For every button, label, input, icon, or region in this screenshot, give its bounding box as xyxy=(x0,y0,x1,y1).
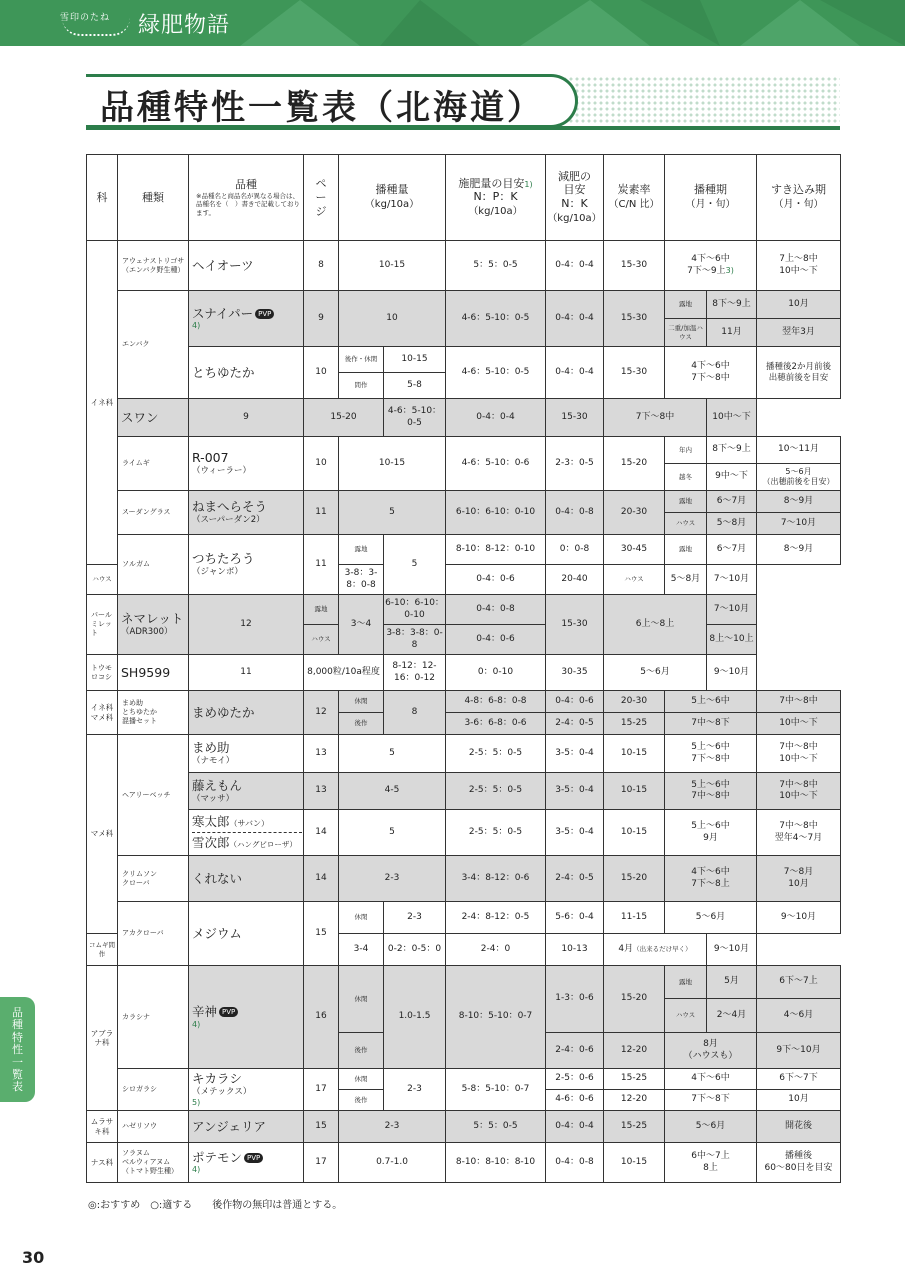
incorp-cell: 10中～下 xyxy=(707,399,757,437)
page-cell: 9 xyxy=(189,399,304,437)
variety-cell: ポテモン PVP 4) xyxy=(189,1143,304,1183)
sow-cell: 5～8月 xyxy=(707,513,757,535)
species-cell: ライムギ xyxy=(118,437,189,491)
condition-cell: ハウス xyxy=(665,999,707,1033)
fert-cell: 4-6：5-10：0-6 xyxy=(446,437,546,491)
brand-logo: 雪印のたね xyxy=(60,13,111,23)
col-seeding-rate: 播種量 （kg/10a） xyxy=(339,155,446,241)
sow-cell: 4下～6中 7下～8上 xyxy=(665,856,757,902)
reduce-cell: 5-6：0-4 xyxy=(546,902,604,934)
condition-cell: コムギ間作 xyxy=(87,934,118,966)
cn-cell: 11-15 xyxy=(604,902,665,934)
col-species: 種類 xyxy=(118,155,189,241)
table-row xyxy=(87,902,841,934)
fert-cell: 8-12：12-16：0-12 xyxy=(384,655,446,691)
incorp-cell: 9下～10月 xyxy=(757,1033,841,1069)
page-title: 品種特性一覧表（北海道） xyxy=(100,88,544,128)
fert-cell: 6-10：6-10：0-10 xyxy=(384,595,446,625)
variety-cell: ヘイオーツ xyxy=(189,241,304,291)
reduce-cell: 2-4：0-5 xyxy=(546,856,604,902)
incorp-cell: 10月 xyxy=(757,1090,841,1111)
species-cell: トウモロコシ xyxy=(87,655,118,691)
header-pattern xyxy=(0,0,905,46)
species-cell: アウェナストリゴサ（エンバク野生種） xyxy=(118,241,189,291)
pvp-badge: PVP xyxy=(255,309,274,319)
condition-cell: ハウス xyxy=(665,513,707,535)
incorp-cell: 10月 xyxy=(757,291,841,319)
side-index-tab[interactable] xyxy=(0,997,35,1102)
page-cell: 15 xyxy=(304,1111,339,1143)
cn-cell: 10-15 xyxy=(604,810,665,856)
table-row xyxy=(87,437,841,464)
sow-cell: 6上～8上 xyxy=(604,595,707,655)
reduce-cell: 0-4：0-6 xyxy=(446,565,546,595)
fert-cell: 5：5：0-5 xyxy=(446,1111,546,1143)
reduce-cell: 2-3：0-5 xyxy=(546,437,604,491)
reduce-cell: 1-3：0-6 xyxy=(546,966,604,1033)
page-cell: 13 xyxy=(304,773,339,810)
variety-cell: ネマレット （ADR300） xyxy=(118,595,189,655)
reduce-cell: 0-4：0-4 xyxy=(546,1111,604,1143)
rate-cell: 4-5 xyxy=(339,773,446,810)
variety-cell: 寒太郎（サバン） 雪次郎（ハングビローザ） xyxy=(189,810,304,856)
incorp-cell: 7～10月 xyxy=(757,513,841,535)
family-cell: イネ科 xyxy=(87,241,118,565)
incorp-cell: 4～6月 xyxy=(757,999,841,1033)
species-cell: スーダングラス xyxy=(118,491,189,535)
table-row xyxy=(87,347,841,373)
page-cell: 11 xyxy=(304,491,339,535)
rate-cell: 2-3 xyxy=(384,902,446,934)
family-cell: ムラサキ科 xyxy=(87,1111,118,1143)
sow-cell: 5上～6中 9月 xyxy=(665,810,757,856)
reduce-cell: 0：0-8 xyxy=(546,535,604,565)
cn-cell: 12-20 xyxy=(604,1033,665,1069)
variety-table xyxy=(86,154,841,1183)
reduce-cell: 3-5：0-4 xyxy=(546,735,604,773)
fert-cell: 2-5：5：0-5 xyxy=(446,735,546,773)
table-row xyxy=(87,810,841,856)
sow-cell: 5月 xyxy=(707,966,757,999)
cn-cell: 15-30 xyxy=(604,347,665,399)
col-fertilizer: 施肥量の目安1) N：P：K （kg/10a） xyxy=(446,155,546,241)
variety-cell: キカラシ （メテックス） 5) xyxy=(189,1069,304,1111)
fert-cell: 2-5：5：0-5 xyxy=(446,810,546,856)
reduce-cell: 2-4：0 xyxy=(446,934,546,966)
incorp-cell: 6下～7下 xyxy=(757,1069,841,1090)
table-row xyxy=(87,735,841,773)
pvp-badge: PVP xyxy=(219,1007,238,1017)
rate-cell: 2-3 xyxy=(339,1111,446,1143)
species-cell: シロガラシ xyxy=(118,1069,189,1111)
incorp-cell: 9～10月 xyxy=(707,934,757,966)
table-row xyxy=(87,1111,841,1143)
incorp-cell: 9～10月 xyxy=(707,655,757,691)
col-sowing: 播種期 （月・旬） xyxy=(665,155,757,241)
condition-cell: 二重/加温ハウス xyxy=(665,319,707,347)
variety-cell: アンジェリア xyxy=(189,1111,304,1143)
cn-cell: 15-30 xyxy=(546,595,604,655)
incorp-cell: 開花後 xyxy=(757,1111,841,1143)
reduce-cell: 0-4：0-4 xyxy=(546,241,604,291)
table-row xyxy=(87,966,841,999)
species-cell: クリムソン クローバ xyxy=(118,856,189,902)
side-tab-label: 品種特性一覧表 xyxy=(12,1006,23,1094)
condition-cell: 露地 xyxy=(304,595,339,625)
reduce-cell: 0-4：0-8 xyxy=(446,595,546,625)
sow-cell: 8月 （ハウスも） xyxy=(665,1033,757,1069)
page-cell: 12 xyxy=(304,691,339,735)
page-cell: 12 xyxy=(189,595,304,655)
cn-cell: 20-30 xyxy=(604,491,665,535)
cn-cell: 15-25 xyxy=(604,713,665,735)
page-cell: 10 xyxy=(304,347,339,399)
sow-cell: 5～6月 xyxy=(665,902,757,934)
incorp-cell: 8～9月 xyxy=(757,535,841,565)
condition-cell: 休閑 xyxy=(339,966,384,1033)
fert-cell: 2-4：8-12：0-5 xyxy=(446,902,546,934)
variety-cell: メジウム xyxy=(189,902,304,966)
reduce-cell: 0-4：0-4 xyxy=(446,399,546,437)
incorp-cell: 9～10月 xyxy=(757,902,841,934)
rate-cell: 0.7-1.0 xyxy=(339,1143,446,1183)
rate-cell: 10-15 xyxy=(339,437,446,491)
cn-cell: 12-20 xyxy=(604,1090,665,1111)
fert-cell: 5-8：5-10：0-7 xyxy=(446,1069,546,1111)
table-row xyxy=(87,241,841,291)
family-cell: アブラナ科 xyxy=(87,966,118,1111)
page-cell: 16 xyxy=(304,966,339,1069)
fert-cell: 6-10：6-10：0-10 xyxy=(446,491,546,535)
rate-cell: 10-15 xyxy=(339,241,446,291)
fert-cell: 5：5：0-5 xyxy=(446,241,546,291)
incorp-cell: 10中～下 xyxy=(757,713,841,735)
condition-cell: 露地 xyxy=(339,535,384,565)
variety-cell: まめゆたか xyxy=(189,691,304,735)
reduce-cell: 0-4：0-8 xyxy=(546,1143,604,1183)
page-cell: 17 xyxy=(304,1069,339,1111)
col-page: ページ xyxy=(304,155,339,241)
sow-cell: 8下～9上 xyxy=(707,437,757,464)
rate-cell: 10 xyxy=(339,291,446,347)
variety-cell: まめ助 （ナモイ） xyxy=(189,735,304,773)
fert-cell: 3-8：3-8：0-8 xyxy=(384,625,446,655)
condition-cell: ハウス xyxy=(304,625,339,655)
rate-cell: 15-20 xyxy=(304,399,384,437)
rate-cell: 5 xyxy=(339,810,446,856)
sow-cell: 9中～下 xyxy=(707,464,757,491)
col-cn-ratio: 炭素率 （C/N 比） xyxy=(604,155,665,241)
rate-cell: 3～4 xyxy=(339,595,384,655)
incorp-cell: 7上～8中 10中～下 xyxy=(757,241,841,291)
reduce-cell: 0-4：0-8 xyxy=(546,491,604,535)
sow-cell: 5上～6中 xyxy=(665,691,757,713)
species-cell: エンバク xyxy=(118,291,189,399)
condition-cell: 後作 xyxy=(339,713,384,735)
pvp-badge: PVP xyxy=(244,1153,263,1163)
variety-cell: くれない xyxy=(189,856,304,902)
cn-cell: 10-15 xyxy=(604,735,665,773)
table-row xyxy=(87,1069,841,1090)
col-incorporation: すき込み期 （月・旬） xyxy=(757,155,841,241)
sow-cell: 5上～6中 7下～8中 xyxy=(665,735,757,773)
page-cell: 8 xyxy=(304,241,339,291)
species-cell: まめ助 とちゆたか 混播セット xyxy=(118,691,189,735)
page-cell: 10 xyxy=(304,437,339,491)
condition-cell: ハウス xyxy=(604,565,665,595)
cn-cell: 15-25 xyxy=(604,1069,665,1090)
species-cell: ソルガム xyxy=(118,535,189,595)
incorp-cell: 7中～8中 翌年4～7月 xyxy=(757,810,841,856)
page-cell: 9 xyxy=(304,291,339,347)
incorp-cell: 翌年3月 xyxy=(757,319,841,347)
fert-cell: 4-6：5-10：0-5 xyxy=(384,399,446,437)
incorp-cell: 10～11月 xyxy=(757,437,841,464)
cn-cell: 15-20 xyxy=(604,966,665,1033)
sow-cell: 11月 xyxy=(707,319,757,347)
condition-cell: 露地 xyxy=(665,491,707,513)
table-row xyxy=(87,535,841,565)
rate-cell: 8,000粒/10a程度 xyxy=(304,655,384,691)
variety-cell: つちたろう （ジャンボ） xyxy=(189,535,304,595)
reduce-cell: 0-4：0-4 xyxy=(546,291,604,347)
table-row xyxy=(87,856,841,902)
condition-cell: 間作 xyxy=(339,373,384,399)
species-cell: アカクローバ xyxy=(118,902,189,966)
cn-cell: 20-40 xyxy=(546,565,604,595)
page-number: 30 xyxy=(22,1248,45,1267)
cn-cell: 15-30 xyxy=(546,399,604,437)
variety-cell: スナイパー PVP 4) xyxy=(189,291,304,347)
rate-cell: 2-3 xyxy=(384,1069,446,1111)
table-row xyxy=(87,655,841,691)
table-row xyxy=(87,291,841,319)
cn-cell: 15-30 xyxy=(604,291,665,347)
fert-cell: 4-6：5-10：0-5 xyxy=(446,291,546,347)
incorp-cell: 7中～8中 10中～下 xyxy=(757,773,841,810)
reduce-cell: 2-5：0-6 xyxy=(546,1069,604,1090)
sow-cell: 5上～6中 7中～8中 xyxy=(665,773,757,810)
incorp-cell: 8上～10上 xyxy=(707,625,757,655)
sow-cell: 4下～6中 7下～9上3) xyxy=(665,241,757,291)
reduce-cell: 2-4：0-5 xyxy=(546,713,604,735)
table-row xyxy=(87,399,841,437)
page-cell: 14 xyxy=(304,810,339,856)
header-band xyxy=(0,0,905,46)
incorp-cell: 7～8月 10月 xyxy=(757,856,841,902)
condition-cell: 露地 xyxy=(665,291,707,319)
col-variety: 品種 ※品種名と商品名が異なる場合は、品種名を（ ）書きで記載しております。 xyxy=(189,155,304,241)
rate-cell: 10-15 xyxy=(384,347,446,373)
rate-cell: 5-8 xyxy=(384,373,446,399)
reduce-cell: 4-6：0-6 xyxy=(546,1090,604,1111)
rate-cell: 2-3 xyxy=(339,856,446,902)
rate-cell: 5 xyxy=(339,735,446,773)
rate-cell: 5 xyxy=(384,535,446,595)
incorp-cell: 7中～8中 xyxy=(757,691,841,713)
fert-cell: 3-6：6-8：0-6 xyxy=(446,713,546,735)
condition-cell: 年内 xyxy=(665,437,707,464)
cn-cell: 10-15 xyxy=(604,773,665,810)
variety-cell: 辛神 PVP 4) xyxy=(189,966,304,1069)
fert-cell: 0-2：0-5：0 xyxy=(384,934,446,966)
sow-cell: 5～6月 xyxy=(604,655,707,691)
sow-cell: 7下～8中 xyxy=(604,399,707,437)
page-cell: 14 xyxy=(304,856,339,902)
cn-cell: 15-20 xyxy=(604,437,665,491)
sow-cell: 6中～7上 8上 xyxy=(665,1143,757,1183)
rate-cell: 8 xyxy=(384,691,446,735)
fert-cell: 2-5：5：0-5 xyxy=(446,773,546,810)
variety-cell: スワン xyxy=(118,399,189,437)
page-cell: 17 xyxy=(304,1143,339,1183)
reduce-cell: 0-4：0-4 xyxy=(546,347,604,399)
title-block xyxy=(86,74,840,130)
sow-cell: 7中～8下 xyxy=(665,713,757,735)
family-cell: ナス科 xyxy=(87,1143,118,1183)
fert-cell: 8-10：8-12：0-10 xyxy=(446,535,546,565)
condition-cell: 露地 xyxy=(665,966,707,999)
cn-cell: 30-35 xyxy=(546,655,604,691)
rate-cell: 3-4 xyxy=(339,934,384,966)
page-cell: 13 xyxy=(304,735,339,773)
species-cell: ソラヌム ベルウィアヌム （トマト野生種） xyxy=(118,1143,189,1183)
table-header-row xyxy=(87,155,841,241)
species-cell: パールミレット xyxy=(87,595,118,655)
cn-cell: 15-30 xyxy=(604,241,665,291)
table-row xyxy=(87,1143,841,1183)
variety-cell: R-007 （ウィーラー） xyxy=(189,437,304,491)
sow-cell: 5～8月 xyxy=(665,565,707,595)
fert-cell: 4-8：6-8：0-8 xyxy=(446,691,546,713)
rate-cell: 5 xyxy=(339,491,446,535)
condition-cell: 越冬 xyxy=(665,464,707,491)
variety-cell: とちゆたか xyxy=(189,347,304,399)
incorp-cell: 8～9月 xyxy=(757,491,841,513)
sow-cell: 2～4月 xyxy=(707,999,757,1033)
cn-cell: 15-25 xyxy=(604,1111,665,1143)
cn-cell: 30-45 xyxy=(604,535,665,565)
reduce-cell: 3-5：0-4 xyxy=(546,810,604,856)
page-cell: 15 xyxy=(304,902,339,966)
table-row xyxy=(87,773,841,810)
cn-cell: 10-13 xyxy=(546,934,604,966)
fert-cell: 8-10：8-10：8-10 xyxy=(446,1143,546,1183)
variety-cell: SH9599 xyxy=(118,655,189,691)
condition-cell: 休閑 xyxy=(339,1069,384,1090)
sow-cell: 6～7月 xyxy=(707,535,757,565)
family-cell: マメ科 xyxy=(87,735,118,934)
sow-cell: 8下～9上 xyxy=(707,291,757,319)
footnote: ◎:おすすめ ○:適する 後作物の無印は普通とする。 xyxy=(88,1200,343,1211)
condition-cell: 休閑 xyxy=(339,691,384,713)
incorp-cell: 7～10月 xyxy=(707,595,757,625)
reduce-cell: 3-5：0-4 xyxy=(546,773,604,810)
condition-cell: 後作 xyxy=(339,1033,384,1069)
table-row xyxy=(87,491,841,513)
species-cell: ハゼリソウ xyxy=(118,1111,189,1143)
table-row xyxy=(87,595,841,625)
page-cell: 11 xyxy=(189,655,304,691)
sow-cell: 4下～6中 7下～8中 xyxy=(665,347,757,399)
variety-cell: 藤えもん （マッサ） xyxy=(189,773,304,810)
fert-cell: 4-6：5-10：0-5 xyxy=(446,347,546,399)
reduce-cell: 0-4：0-6 xyxy=(446,625,546,655)
fert-cell: 8-10：5-10：0-7 xyxy=(446,966,546,1069)
sow-cell: 4月（出来るだけ早く） xyxy=(604,934,707,966)
species-cell: ヘアリーベッチ xyxy=(118,735,189,856)
incorp-cell: 播種後 60～80日を目安 xyxy=(757,1143,841,1183)
table-row xyxy=(87,691,841,713)
reduce-cell: 2-4：0-6 xyxy=(546,1033,604,1069)
logo-arc-decoration xyxy=(62,18,130,36)
incorp-cell: 5～6月 （出穂前後を目安） xyxy=(757,464,841,491)
reduce-cell: 0：0-10 xyxy=(446,655,546,691)
sow-cell: 6～7月 xyxy=(707,491,757,513)
variety-cell: ねまへらそう （スーパーダン2） xyxy=(189,491,304,535)
condition-cell: ハウス xyxy=(87,565,118,595)
sow-cell: 5～6月 xyxy=(665,1111,757,1143)
condition-cell: 後作・休閑 xyxy=(339,347,384,373)
cn-cell: 15-20 xyxy=(604,856,665,902)
incorp-cell: 播種後2か月前後 出穂前後を目安 xyxy=(757,347,841,399)
condition-cell: 露地 xyxy=(665,535,707,565)
family-cell: イネ科 マメ科 xyxy=(87,691,118,735)
sow-cell: 7下～8下 xyxy=(665,1090,757,1111)
incorp-cell: 6下～7上 xyxy=(757,966,841,999)
condition-cell: 休閑 xyxy=(339,902,384,934)
cn-cell: 10-15 xyxy=(604,1143,665,1183)
page-cell: 11 xyxy=(304,535,339,595)
col-reduction: 減肥の 目安 N：K （kg/10a） xyxy=(546,155,604,241)
rate-cell: 1.0-1.5 xyxy=(384,966,446,1069)
condition-cell: 後作 xyxy=(339,1090,384,1111)
cn-cell: 20-30 xyxy=(604,691,665,713)
fert-cell: 3-8：3-8：0-8 xyxy=(339,565,384,595)
incorp-cell: 7～10月 xyxy=(707,565,757,595)
series-title: 緑肥物語 xyxy=(138,13,231,38)
col-family: 科 xyxy=(87,155,118,241)
reduce-cell: 0-4：0-6 xyxy=(546,691,604,713)
title-dot-pattern xyxy=(556,76,840,124)
incorp-cell: 7中～8中 10中～下 xyxy=(757,735,841,773)
fert-cell: 3-4：8-12：0-6 xyxy=(446,856,546,902)
sow-cell: 4下～6中 xyxy=(665,1069,757,1090)
species-cell: カラシナ xyxy=(118,966,189,1069)
